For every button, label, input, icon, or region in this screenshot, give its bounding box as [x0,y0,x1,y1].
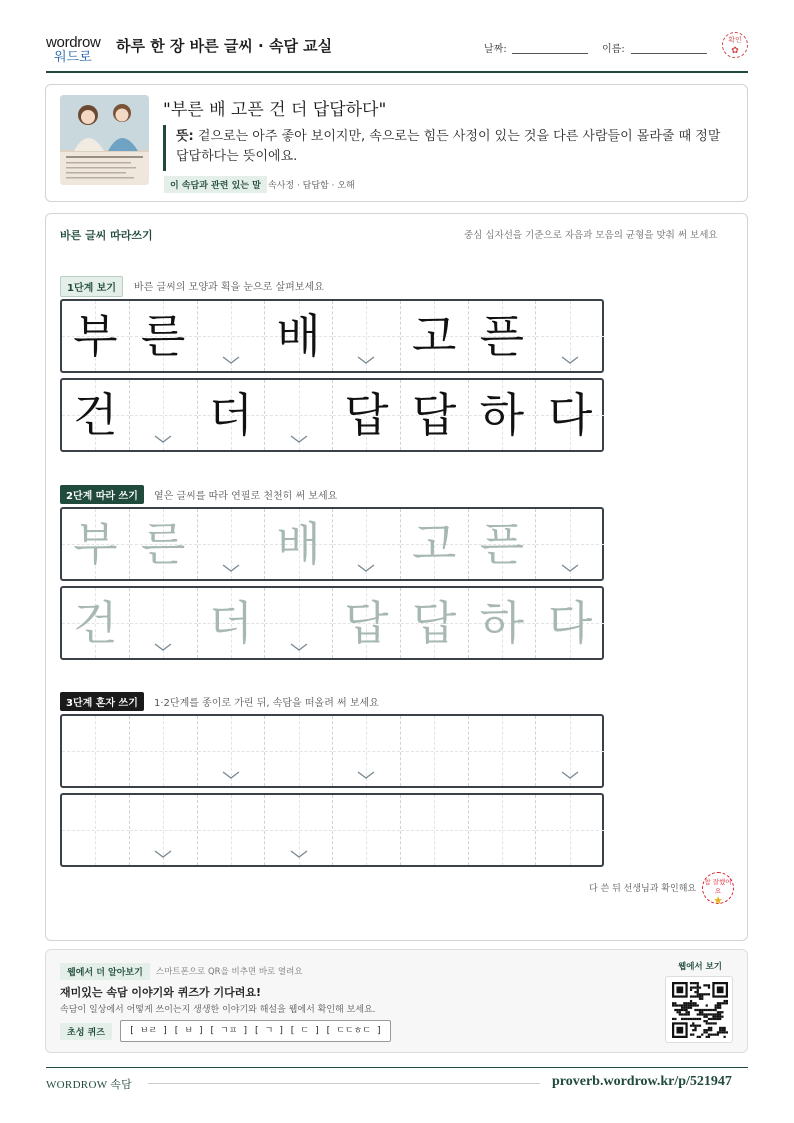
grid-cell[interactable] [401,795,469,865]
grid-cell[interactable] [130,716,198,786]
grid-cell[interactable] [265,716,333,786]
space-mark-icon [154,434,172,444]
footer-rule [46,1067,748,1068]
qr-hint: 스마트폰으로 QR을 비추면 바로 열려요 [156,967,303,977]
grid-cell [469,380,537,450]
grid-cell[interactable] [265,509,333,579]
model-glyph: 더 [208,388,254,442]
meaning-label: 뜻: [176,129,194,144]
grid-cell[interactable] [198,795,266,865]
grid-cell[interactable] [130,795,198,865]
proverb-meaning [176,127,726,167]
grid-cell [401,301,469,371]
grid-cell [130,380,198,450]
web-view-label: 웹에서 보기 [678,962,723,972]
model-glyph: 픈 [479,309,525,363]
web-more-desc: 속담이 일상에서 어떻게 쓰이는지 생생한 이야기와 해설을 웹에서 확인해 보세요. [60,1005,376,1015]
grid-cell [469,301,537,371]
space-mark-icon [290,434,308,444]
grid-cell[interactable] [469,795,537,865]
step3-desc: 1·2단계를 종이로 가린 뒤, 속담을 떠올려 써 보세요 [154,698,379,709]
step2-row-2[interactable] [60,586,604,660]
grid-cell[interactable] [333,509,401,579]
trace-glyph: 부 [73,517,118,571]
page-title: 하루 한 장 바른 글씨 · 속담 교실 [116,37,333,55]
trace-glyph: 고 [411,517,457,571]
trace-glyph: 더 [208,596,254,650]
center-guide-v [95,795,96,865]
grid-cell[interactable] [333,716,401,786]
trace-glyph: 답 [411,596,457,650]
chosung-quiz: [ ㅂㄹ ] [ ㅂ ] [ ㄱㅍ ] [ ㄱ ] [ ㄷ ] [ ㄷㄷㅎㄷ ] [120,1020,391,1042]
grid-cell[interactable] [536,588,604,658]
trace-glyph: 배 [276,517,321,571]
grid-cell[interactable] [130,588,198,658]
web-more-headline: 재미있는 속담 이야기와 퀴즈가 기다려요! [60,986,261,999]
trace-glyph: 답 [344,596,389,650]
center-guide-v [95,716,96,786]
step2-badge: 2단계 따라 쓰기 [60,485,144,504]
space-mark-icon [357,563,375,573]
qr-code-icon [672,982,728,1038]
space-mark-icon [357,770,375,780]
grid-cell [333,301,401,371]
step3-row-1[interactable] [60,714,604,788]
center-guide-v [434,716,435,786]
space-mark-icon [561,563,579,573]
model-glyph: 고 [411,309,457,363]
grid-cell[interactable] [469,716,537,786]
step2-row-1[interactable] [60,507,604,581]
center-guide-v [434,795,435,865]
proverb-illustration [60,95,149,185]
illustration-image [60,95,149,185]
step1-desc: 바른 글씨의 모양과 획을 눈으로 살펴보세요 [134,282,324,293]
star-icon: ★ [713,894,723,907]
grid-cell [198,301,266,371]
grid-cell[interactable] [198,509,266,579]
grid-cell[interactable] [401,588,469,658]
model-glyph: 건 [73,388,118,442]
proverb-title: "부른 배 고픈 건 더 답답하다" [163,100,387,120]
grid-cell[interactable] [469,588,537,658]
proverb-url[interactable]: proverb.wordrow.kr/p/521947 [552,1074,732,1089]
teacher-stamp-label: 참 잘했어요 [704,878,732,895]
grid-cell [265,301,333,371]
date-field[interactable] [512,53,588,54]
trace-glyph: 하 [479,596,525,650]
center-guide-v [502,716,503,786]
space-mark-icon [222,563,240,573]
step1-badge: 1단계 보기 [60,276,123,297]
related-label: 이 속담과 관련 있는 말 [164,176,267,193]
grid-cell[interactable] [536,795,604,865]
grid-cell[interactable] [536,716,604,786]
grid-cell[interactable] [62,795,130,865]
name-label: 이름: [602,44,625,55]
center-guide-v [366,795,367,865]
teacher-stamp [702,872,734,907]
space-mark-icon [154,642,172,652]
related-words: 속사정 · 답답함 · 오해 [268,181,355,191]
grid-cell[interactable] [333,588,401,658]
grid-cell[interactable] [198,716,266,786]
space-mark-icon [154,849,172,859]
flower-icon: ✿ [731,46,739,56]
step1-row-2 [60,378,604,452]
trace-glyph: 른 [140,517,186,571]
grid-cell[interactable] [401,716,469,786]
model-glyph: 다 [547,388,593,442]
trace-glyph: 픈 [479,517,525,571]
grid-cell[interactable] [62,509,130,579]
model-glyph: 른 [140,309,186,363]
space-mark-icon [290,849,308,859]
model-glyph: 답 [411,388,457,442]
space-mark-icon [222,770,240,780]
grid-cell [130,301,198,371]
space-mark-icon [561,770,579,780]
logo-en: wordrow [46,34,101,51]
footer-brand: WORDROW 속담 [46,1079,133,1091]
step2-desc: 옅은 글씨를 따라 연필로 천천히 써 보세요 [154,491,338,502]
footer-divider [148,1083,540,1084]
grid-cell[interactable] [469,509,537,579]
grid-cell [62,380,130,450]
quiz-label: 초성 퀴즈 [60,1023,112,1040]
step3-row-2[interactable] [60,793,604,867]
wordrow-logo [46,34,101,64]
space-mark-icon [561,355,579,365]
grid-cell[interactable] [130,509,198,579]
grid-cell [536,301,604,371]
web-more-badge: 웹에서 더 알아보기 [60,963,150,980]
practice-title: 바른 글씨 따라쓰기 [60,229,153,242]
step3-badge: 3단계 혼자 쓰기 [60,692,144,711]
space-mark-icon [357,355,375,365]
practice-note: 중심 십자선을 기준으로 자음과 모음의 균형을 맞춰 써 보세요 [464,230,718,241]
grid-cell [62,301,130,371]
teacher-note: 다 쓴 뒤 선생님과 확인해요 [589,884,697,894]
grid-cell [536,380,604,450]
grid-cell [401,380,469,450]
meaning-accent-bar [163,125,166,171]
date-label: 날짜: [484,44,507,55]
meaning-text: 겉으로는 아주 좋아 보이지만, 속으로는 힘든 사정이 있는 것을 다른 사람들이 몰라줄 때 정말 답답하다는 뜻이에요. [176,129,721,164]
grid-cell[interactable] [265,795,333,865]
grid-cell [265,380,333,450]
center-guide-v [570,795,571,865]
grid-cell [198,380,266,450]
space-mark-icon [222,355,240,365]
grid-cell[interactable] [265,588,333,658]
center-guide-v [299,716,300,786]
grid-cell [333,380,401,450]
model-glyph: 답 [344,388,389,442]
trace-glyph: 건 [73,596,118,650]
center-guide-v [502,795,503,865]
grid-cell[interactable] [198,588,266,658]
header-rule [46,71,748,73]
confirm-stamp [722,32,748,58]
grid-cell[interactable] [401,509,469,579]
center-guide-v [163,716,164,786]
logo-kr: 워드로 [54,49,92,64]
model-glyph: 배 [276,309,321,363]
grid-cell[interactable] [536,509,604,579]
grid-cell[interactable] [62,716,130,786]
space-mark-icon [290,642,308,652]
step1-row-1 [60,299,604,373]
confirm-stamp-label: 확인 [728,36,742,44]
trace-glyph: 다 [547,596,593,650]
center-guide-v [231,795,232,865]
grid-cell[interactable] [62,588,130,658]
grid-cell[interactable] [333,795,401,865]
name-field[interactable] [631,53,707,54]
qr-code[interactable] [665,976,733,1043]
model-glyph: 하 [479,388,525,442]
model-glyph: 부 [73,309,118,363]
